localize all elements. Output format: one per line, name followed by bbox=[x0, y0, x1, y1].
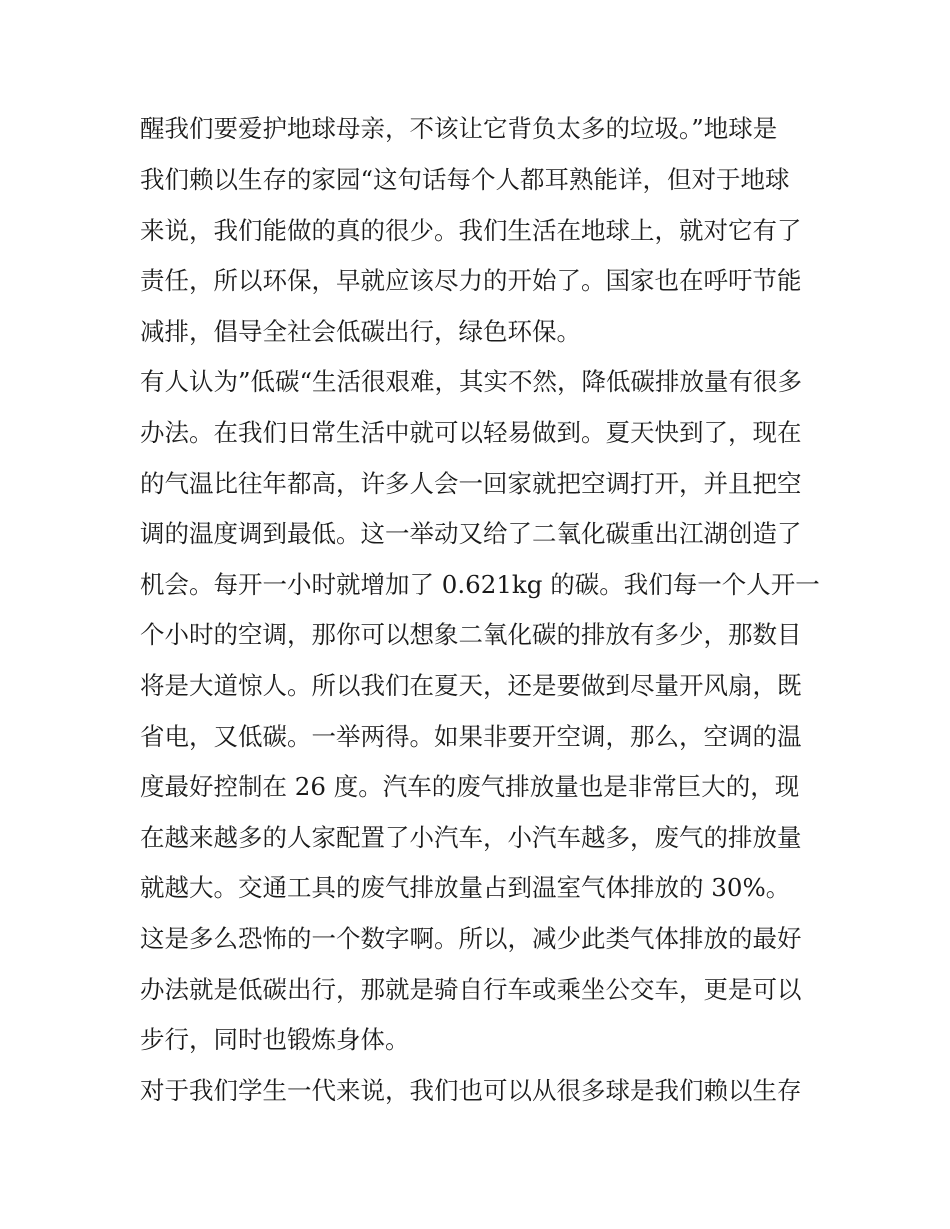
text-line: 对于我们学生一代来说，我们也可以从很多球是我们赖以生存 bbox=[140, 1076, 802, 1105]
text-line: 有人认为”低碳“生活很艰难，其实不然，降低碳排放量有很多 bbox=[140, 367, 803, 396]
text-line: 责任，所以环保，早就应该尽力的开始了。国家也在呼吁节能 bbox=[140, 266, 802, 295]
text-line: 调的温度调到最低。这一举动又给了二氧化碳重出江湖创造了 bbox=[140, 519, 802, 548]
text-line: 减排，倡导全社会低碳出行，绿色环保。 bbox=[140, 317, 581, 346]
text-line: 办法就是低碳出行，那就是骑自行车或乘坐公交车，更是可以 bbox=[140, 975, 802, 1004]
text-line: 将是大道惊人。所以我们在夏天，还是要做到尽量开风扇，既 bbox=[140, 671, 802, 700]
text-line: 来说，我们能做的真的很少。我们生活在地球上，就对它有了 bbox=[140, 216, 802, 245]
text-line: 个小时的空调，那你可以想象二氧化碳的排放有多少，那数目 bbox=[140, 620, 802, 649]
text-line: 就越大。交通工具的废气排放量占到温室气体排放的 30%。 bbox=[140, 873, 791, 902]
text-line: 在越来越多的人家配置了小汽车，小汽车越多，废气的排放量 bbox=[140, 823, 802, 852]
text-line: 这是多么恐怖的一个数字啊。所以，减少此类气体排放的最好 bbox=[140, 924, 802, 953]
text-line: 我们赖以生存的家园“这句话每个人都耳熟能详，但对于地球 bbox=[140, 165, 790, 194]
text-line: 步行，同时也锻炼身体。 bbox=[140, 1025, 410, 1054]
text-line: 醒我们要爱护地球母亲，不该让它背负太多的垃圾。”地球是 bbox=[140, 114, 778, 143]
text-line: 办法。在我们日常生活中就可以轻易做到。夏天快到了，现在 bbox=[140, 418, 802, 447]
text-line: 度最好控制在 26 度。汽车的废气排放量也是非常巨大的，现 bbox=[140, 772, 800, 801]
text-line: 省电，又低碳。一举两得。如果非要开空调，那么，空调的温 bbox=[140, 722, 802, 751]
text-line: 的气温比往年都高，许多人会一回家就把空调打开，并且把空 bbox=[140, 469, 802, 498]
text-line: 机会。每开一小时就增加了 0.621kg 的碳。我们每一个人开一 bbox=[140, 570, 820, 599]
